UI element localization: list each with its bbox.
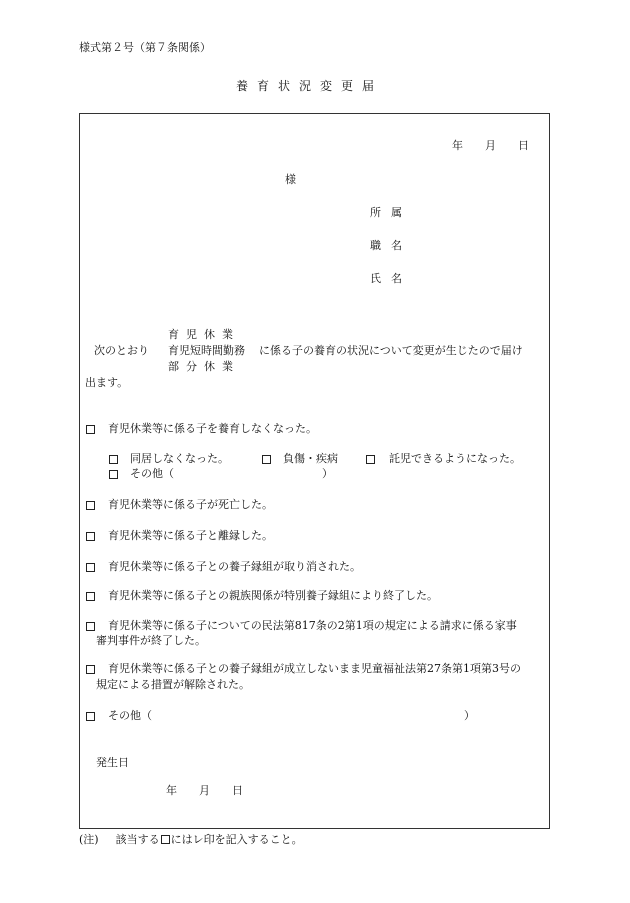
checkbox-special-adoption[interactable] [86, 592, 95, 601]
affiliation-label: 所属 [370, 206, 412, 219]
checkbox-civil-code[interactable] [86, 622, 95, 631]
note [79, 833, 303, 847]
item-civil-code-line1: 育児休業等に係る子についての民法第817条の2第1項の規定による請求に係る家事 [108, 619, 517, 632]
checkbox-childcare-available[interactable] [366, 455, 375, 464]
note-text-after: にはレ印を記入すること。 [170, 833, 303, 846]
occurrence-date[interactable]: 年 月 日 [166, 784, 243, 797]
form-number: 様式第２号（第７条関係） [79, 41, 211, 54]
checkbox-welfare-measure[interactable] [86, 665, 95, 674]
note-label: (注) [79, 833, 99, 846]
leave-type-partial-leave: 部分休業 [168, 360, 240, 373]
addressee-suffix: 様 [285, 173, 296, 186]
checkbox-no-longer-raising[interactable] [86, 425, 95, 434]
item-welfare-line2: 規定による措置が解除された。 [96, 678, 250, 691]
item-child-died: 育児休業等に係る子が死亡した。 [108, 498, 273, 511]
checkbox-not-living-together[interactable] [109, 455, 118, 464]
item-no-longer-raising: 育児休業等に係る子を養育しなくなった。 [108, 422, 317, 435]
sub-other-label: その他（ [130, 467, 174, 480]
sub-injury-illness: 負傷・疾病 [283, 452, 338, 465]
position-label: 職名 [370, 239, 412, 252]
page-title: 養育状況変更届 [236, 79, 384, 93]
leave-type-childcare-leave: 育児休業 [168, 328, 240, 341]
checkbox-child-died[interactable] [86, 501, 95, 510]
occurrence-label: 発生日 [96, 756, 129, 769]
item-other-close: ） [464, 709, 475, 722]
item-special-adoption: 育児休業等に係る子との親族関係が特別養子縁組により終了した。 [108, 589, 438, 602]
checkbox-injury-illness[interactable] [262, 455, 271, 464]
intro-suffix: に係る子の養育の状況について変更が生じたので届け [259, 344, 523, 357]
submission-date[interactable]: 年 月 日 [452, 139, 529, 152]
intro-continuation: 出ます。 [85, 376, 129, 389]
item-welfare-line1: 育児休業等に係る子との養子縁組が成立しないまま児童福祉法第27条第1項第3号の [108, 662, 521, 675]
note-checkbox-symbol [161, 835, 170, 844]
name-label: 氏名 [370, 272, 412, 285]
item-civil-code-line2: 審判事件が終了した。 [96, 634, 206, 647]
checkbox-child-separated[interactable] [86, 532, 95, 541]
sub-childcare-available: 託児できるようになった。 [389, 452, 521, 465]
checkbox-adoption-cancelled[interactable] [86, 563, 95, 572]
sub-other-close: ） [322, 467, 333, 480]
leave-type-short-hours: 育児短時間勤務 [168, 344, 245, 357]
intro-prefix: 次のとおり [94, 344, 149, 357]
item-child-separated: 育児休業等に係る子と離縁した。 [108, 529, 273, 542]
checkbox-other[interactable] [86, 712, 95, 721]
sub-not-living-together: 同居しなくなった。 [130, 452, 229, 465]
note-text-before: 該当する [115, 833, 160, 846]
item-adoption-cancelled: 育児休業等に係る子との養子縁組が取り消された。 [108, 560, 361, 573]
checkbox-sub-other[interactable] [109, 470, 118, 479]
item-other-label: その他（ [108, 709, 152, 722]
